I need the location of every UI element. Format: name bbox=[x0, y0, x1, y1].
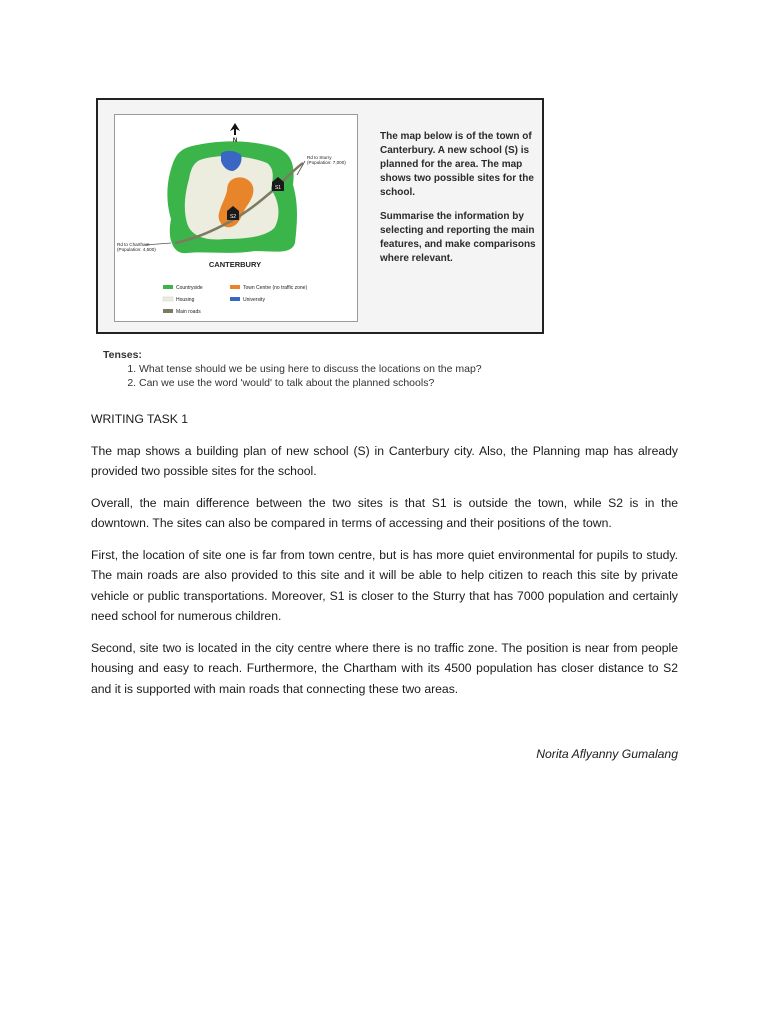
task-paragraph-2: Summarise the information by selecting and reporting the main features, and make comparisons where relevant. bbox=[380, 211, 536, 264]
essay-heading: WRITING TASK 1 bbox=[91, 412, 189, 426]
legend-town-centre-swatch bbox=[230, 285, 240, 289]
legend-roads-label: Main roads bbox=[176, 309, 201, 315]
legend-housing-swatch bbox=[163, 297, 173, 301]
sturry-label-line1: Rd to Sturry bbox=[307, 155, 332, 160]
chartham-label-line1: Rd to Chartham bbox=[117, 242, 150, 247]
north-arrow-icon bbox=[230, 123, 240, 135]
tenses-title: Tenses: bbox=[103, 349, 142, 361]
legend-university-label: University bbox=[243, 297, 265, 303]
legend-roads-swatch bbox=[163, 309, 173, 313]
essay-paragraph: Second, site two is located in the city centre where there is no traffic zone. The position is near from people housing and easy to reach. Furthermore, the Chartham with its 4500 population has closer distance to S2 and it is supported with main roads that connecting these two areas. bbox=[91, 640, 678, 696]
author-name: Norita Aflyanny Gumalang bbox=[536, 747, 678, 761]
essay-paragraph: Overall, the main difference between the two sites is that S1 is outside the town, while S2 is in the downtown. The sites can also be compared in terms of accessing and their positions of the town. bbox=[91, 495, 678, 530]
essay-paragraph: The map shows a building plan of new school (S) in Canterbury city. Also, the Planning map has already provided two possible sites for the school. bbox=[91, 443, 678, 478]
town-name: CANTERBURY bbox=[208, 260, 262, 269]
chartham-label-line2: (Population: 4,500) bbox=[117, 247, 156, 252]
legend-countryside-label: Countryside bbox=[176, 285, 203, 291]
tenses-list bbox=[103, 362, 523, 390]
essay-paragraph: First, the location of site one is far from town centre, but is has more quiet environmental for pupils to study. The main roads are also provided to this site and it will be able to help citizen to reach this site by private vehicle or public transportations. Moreover, S1 is closer to the Sturry that has 7000 population and certainly need school for numerous children. bbox=[91, 547, 678, 623]
north-label: N bbox=[232, 138, 238, 144]
legend-housing-label: Housing bbox=[176, 297, 195, 303]
task-figure bbox=[96, 98, 544, 334]
tenses-question: 1. What tense should we be using here to discuss the locations on the map? bbox=[139, 362, 523, 376]
canterbury-map bbox=[114, 114, 358, 322]
sturry-label-line2: (Population: 7,000) bbox=[307, 160, 346, 165]
site2-label: S2 bbox=[229, 214, 237, 220]
tenses-question: 2. Can we use the word 'would' to talk about the planned schools? bbox=[139, 376, 523, 390]
tenses-section bbox=[103, 349, 523, 390]
task-paragraph-1: The map below is of the town of Canterbury. A new school (S) is planned for the area. The map shows two possible sites for the school. bbox=[380, 131, 534, 198]
map-drawing bbox=[115, 115, 357, 321]
site1-label: S1 bbox=[274, 185, 282, 191]
legend-countryside-swatch bbox=[163, 285, 173, 289]
legend-university-swatch bbox=[230, 297, 240, 301]
legend-town-centre-label: Town Centre (no traffic zone) bbox=[243, 285, 308, 291]
essay bbox=[91, 409, 678, 710]
task-description bbox=[380, 130, 540, 276]
